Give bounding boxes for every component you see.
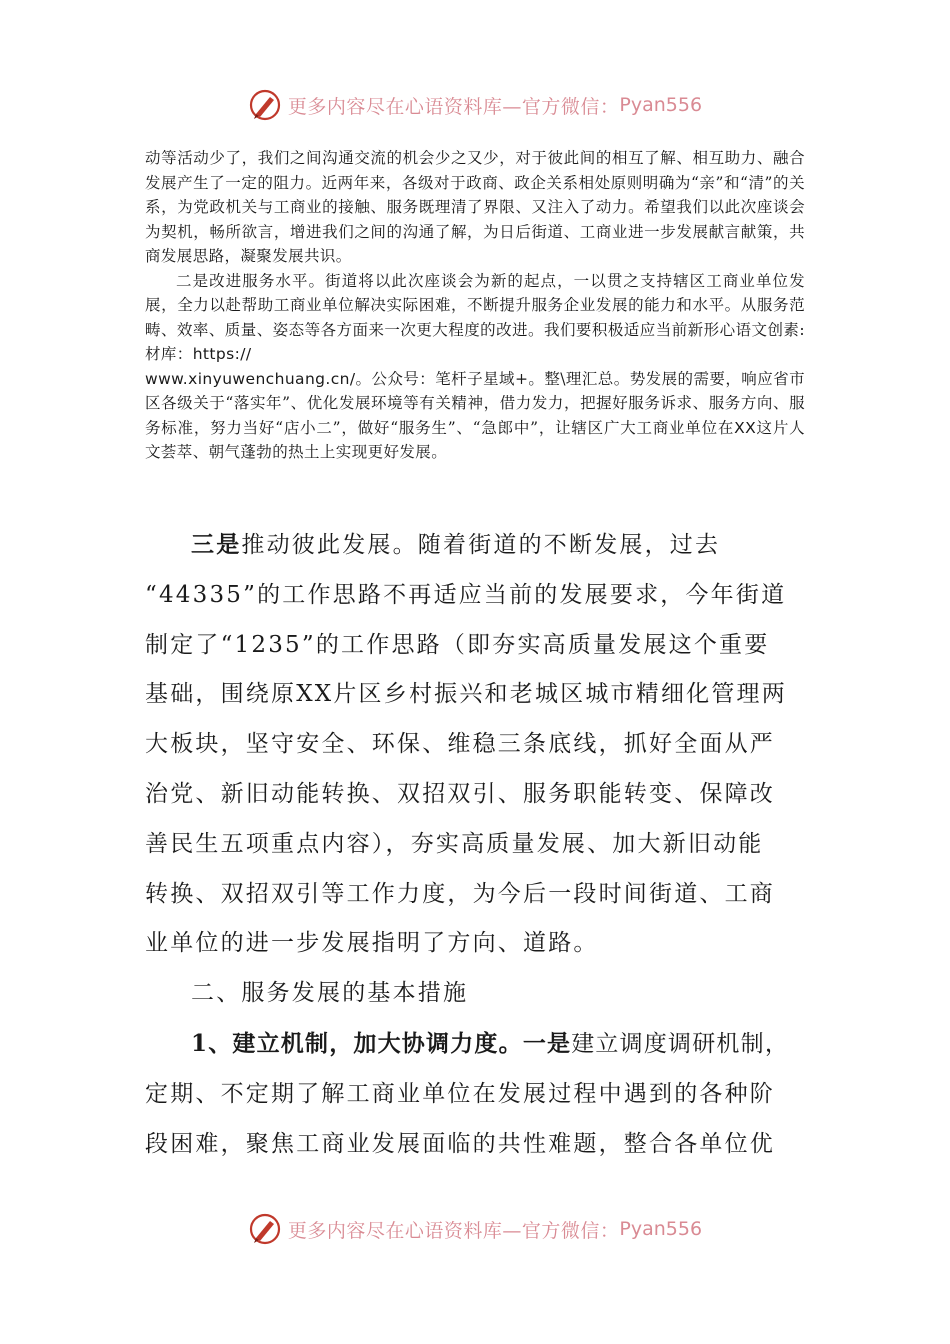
small-paragraph-2-part-b: 。公众号：笔杆子星域+。整\理汇总。势发展的需要，响应省市区各级关于“落实年”、优化发展环境等有关精神，借力发力，把握好服务诉求、服务方向、服务标准，努力当好“店小二”，做好“服务生”、“急郎中”，让辖区广大工商业单位在 — [145, 369, 805, 437]
watermark-banner-bottom — [0, 1209, 950, 1249]
url-part-1: https:// — [192, 345, 252, 363]
small-text-section — [145, 146, 805, 465]
large-paragraph-1 — [145, 520, 810, 969]
heading-text: 二、服务发展的基本措施 — [191, 980, 469, 1007]
pen-logo-icon — [248, 1212, 282, 1246]
banner-wechat-id: Pyan556 — [619, 1218, 703, 1240]
small-paragraph-2-part-c: 这片人文荟萃、朝气蓬勃的热土上实现更好发展。 — [145, 418, 806, 461]
bold-lead: 一是 — [522, 1029, 572, 1057]
xx-placeholder: XX — [734, 418, 757, 437]
line-6: 治党、新旧动能转换、双招双引、服务职能转变、保障改 — [145, 780, 775, 807]
line-2: “44335”的工作思路不再适应当前的发展要求，今年街道 — [145, 581, 787, 608]
url-part-2: www.xinyuwenchuang.cn/ — [145, 369, 356, 388]
large-paragraph-3 — [145, 1019, 810, 1169]
banner-text: 更多内容尽在心语资料库—官方微信： — [287, 1219, 620, 1242]
line-7: 善民生五项重点内容），夯实高质量发展、加大新旧动能 — [145, 830, 764, 857]
bold-title: 1、建立机制，加大协调力度。 — [191, 1029, 523, 1057]
line-11 — [145, 1019, 810, 1070]
small-paragraph-2 — [145, 269, 805, 465]
banner-wechat-id: Pyan556 — [619, 94, 703, 116]
lead-bold: 三是 — [191, 531, 242, 558]
line-8: 转换、双招双引等工作力度，为今后一段时间街道、工商 — [145, 880, 775, 907]
banner-text: 更多内容尽在心语资料库—官方微信： — [287, 95, 620, 118]
small-paragraph-1: 动等活动少了，我们之间沟通交流的机会少之又少，对于彼此间的相互了解、相互助力、融合发展产生了一定的阻力。近两年来，各级对于政商、政企关系相处原则明确为“亲”和“清”的关系，为党政机关与工商业的接触、服务既理清了界限、又注入了动力。希望我们以此次座谈会为契机，畅所欲言，增进我们之间的沟通了解，为日后街道、工商业进一步发展献言献策，共商发展思路，凝聚发展共识。 — [145, 149, 805, 265]
watermark-banner-top — [0, 85, 950, 125]
line-9: 业单位的进一步发展指明了方向、道路。 — [145, 930, 599, 957]
line-1 — [145, 520, 810, 571]
line-5: 大板块，坚守安全、环保、维稳三条底线，抓好全面从严 — [145, 731, 775, 758]
section-heading-2 — [145, 969, 810, 1019]
line-4: 基础，围绕原XX片区乡村振兴和老城区城市精细化管理两 — [145, 681, 787, 708]
line-12: 定期、不定期了解工商业单位在发展过程中遇到的各种阶 — [145, 1080, 775, 1107]
large-text-section — [145, 520, 810, 1169]
line-text: 推动彼此发展。随着街道的不断发展，过去 — [241, 532, 721, 558]
line-3: 制定了“1235”的工作思路（即夯实高质量发展这个重要 — [145, 631, 770, 658]
pen-logo-icon — [248, 88, 282, 122]
line-text: 建立调度调研机制， — [571, 1030, 790, 1057]
small-paragraph-2-part-a: 二是改进服务水平。街道将以此次座谈会为新的起点，一以贯之支持辖区工商业单位发展，全力以赴帮助工商业单位解决实际困难，不断提升服务企业发展的能力和水平。从服务范畴、效率、质量、姿态等各方面来一次更大程度的改进。我们要积极适应当前新形心语文创素:材库： — [145, 271, 805, 363]
line-13: 段困难，聚焦工商业发展面临的共性难题，整合各单位优 — [145, 1130, 775, 1157]
